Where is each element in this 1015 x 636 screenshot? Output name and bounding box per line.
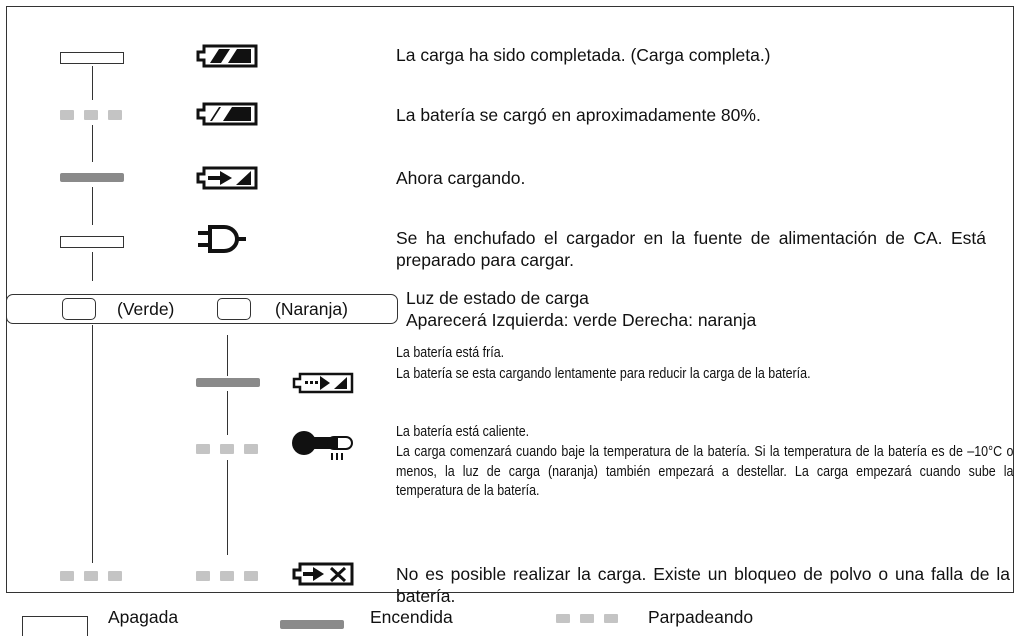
lamp-on-indicator [60,173,124,182]
connector-line [227,460,228,555]
lamp-blink-indicator [196,444,260,454]
hot-battery-text: La carga comenzará cuando baje la temperatura de la batería. Si la temperatura de la batería es de –10°C o menos, la luz de carga (naranja) también empezará a destellar. La carga empezará cuando sube la temperatura de la batería. [396,444,1014,499]
status-title: Luz de estado de carga [406,288,589,308]
cold-battery-text: La batería se esta cargando lentamente para reducir la carga de la batería. [396,366,811,382]
legend-off-label: Apagada [108,607,179,627]
plug-icon [196,222,260,256]
green-lamp-icon [62,298,96,320]
lamp-blink-indicator [196,571,260,581]
row-80-percent-text: La batería se cargó en aproximadamente 80%. [396,105,761,125]
row-plugged-text: Se ha enchufado el cargador en la fuente de alimentación de CA. Está preparado para cargar. [396,228,986,270]
battery-charging-icon [196,164,260,192]
row-full-charge-text: La carga ha sido completada. (Carga completa.) [396,45,771,65]
row-charging-text: Ahora cargando. [396,168,526,188]
connector-line [92,125,93,162]
lamp-blink-indicator [60,571,124,581]
status-subtitle: Aparecerá Izquierda: verde Derecha: naranja [406,310,757,330]
orange-lamp-icon [217,298,251,320]
charge-status-light-box [6,294,398,324]
thermometer-hot-icon [290,427,354,467]
battery-error-icon [292,560,356,588]
lamp-on-indicator [196,378,260,387]
legend-blink-swatch [556,614,620,623]
cold-battery-title: La batería está fría. [396,345,505,361]
legend-blink-label: Parpadeando [648,607,754,627]
lamp-blink-indicator [60,110,124,120]
orange-lamp-label: (Naranja) [275,299,348,319]
connector-line [92,66,93,100]
legend-on-label: Encendida [370,607,453,627]
lamp-off-indicator [60,236,124,248]
battery-80-icon [196,100,260,128]
connector-line [92,252,93,281]
battery-full-icon [196,42,260,70]
connector-line [92,187,93,225]
battery-slow-charge-icon [292,370,356,396]
legend-off-swatch [22,616,88,636]
error-text: No es posible realizar la carga. Existe un bloqueo de polvo o una falla de la batería. [396,564,1010,606]
hot-battery-title: La batería está caliente. [396,424,530,440]
connector-line [227,391,228,435]
lamp-off-indicator [60,52,124,64]
connector-line [92,325,93,563]
connector-line [227,335,228,376]
green-lamp-label: (Verde) [117,299,175,319]
